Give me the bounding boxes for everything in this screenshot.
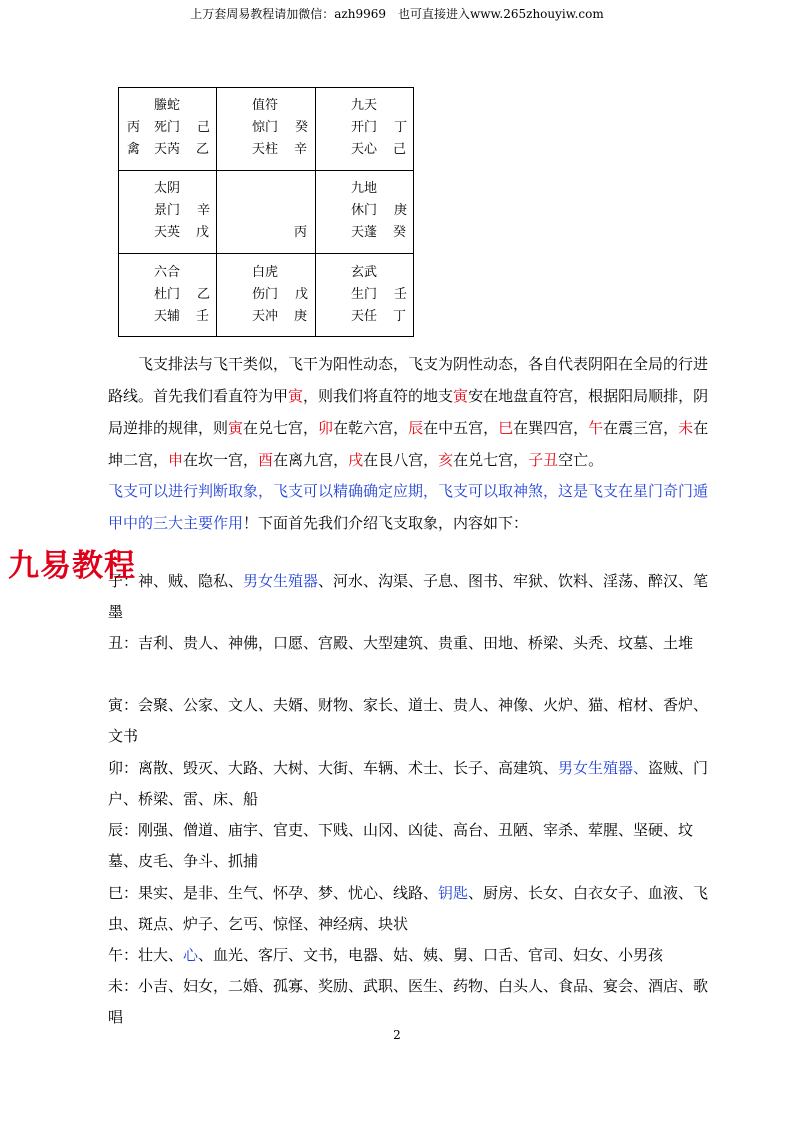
palace-row — [316, 95, 412, 117]
palace-row — [316, 306, 412, 328]
palace-cell — [217, 95, 313, 171]
palace-cell — [217, 178, 313, 254]
page-number: 2 — [393, 1028, 401, 1042]
star-name: 天心 — [351, 142, 378, 157]
earth-stem: 丁 — [393, 309, 407, 324]
deity-name: 螣蛇 — [154, 98, 181, 113]
deity-name: 玄武 — [351, 265, 378, 280]
palace-cell — [119, 95, 215, 171]
earth-stem: 壬 — [196, 309, 210, 324]
door-name: 生门 — [351, 287, 378, 302]
palace-row — [119, 284, 215, 306]
heaven-stem: 乙 — [197, 287, 211, 302]
door-name: 伤门 — [252, 287, 279, 302]
heaven-stem: 丁 — [394, 120, 408, 135]
palace-row — [217, 139, 313, 161]
page-header: 上万套周易教程请加微信：azh9969 也可直接进入www.265zhouyiw.com — [190, 7, 604, 21]
entry-zi: 子：神、贼、隐私、男女生殖器、河水、沟渠、子息、图书、牢狱、饮料、淫荡、醉汉、笔墨 — [108, 572, 709, 621]
heaven-stem: 庚 — [394, 203, 408, 218]
star-name: 天任 — [351, 309, 378, 324]
palace-row — [119, 139, 215, 161]
door-name: 惊门 — [252, 120, 279, 135]
heaven-stem: 己 — [197, 120, 211, 135]
earth-stem: 己 — [393, 142, 407, 157]
paragraph-flying-branch-method: 飞支排法与飞干类似，飞干为阳性动态，飞支为阴性动态，各自代表阴阳在全局的行进路线。首先我们看直符为甲寅，则我们将直符的地支寅安在地盘直符宫，根据阳局顺排，阴局逆排的规律，则寅在兑七宫，卯在乾六宫，辰在中五宫，巳在巽四宫，午在震三宫，未在坤二宫，申在坎一宫，酉在离九宫，戌在艮八宫，亥在兑七宫，子丑空亡。 — [108, 355, 709, 469]
palace-row — [119, 95, 215, 117]
palace-row — [217, 95, 313, 117]
entry-wei: 未：小吉、妇女，二婚、孤寡、奖励、武职、医生、药物、白头人、食品、宴会、酒店、歌唱 — [108, 977, 709, 1026]
palace-row — [217, 262, 313, 284]
deity-name: 值符 — [252, 98, 279, 113]
earth-stem: 辛 — [294, 142, 308, 157]
palace-cell — [119, 262, 215, 338]
palace-row — [119, 262, 215, 284]
earth-stem: 乙 — [196, 142, 210, 157]
star-marker: 禽 — [127, 142, 141, 157]
entry-wu: 午：壮大、心、血光、客厅、文书，电器、姑、姨、舅、口舌、官司、妇女、小男孩 — [108, 946, 664, 964]
palace-row — [119, 306, 215, 328]
earth-stem: 丙 — [294, 225, 308, 240]
entry-si: 巳：果实、是非、生气、怀孕、梦、忧心、线路、钥匙、厨房、长女、白衣女子、血液、飞虫、斑点、炉子、乞丐、惊怪、神经病、块状 — [108, 884, 709, 933]
palace-row — [217, 178, 313, 200]
palace-cell — [217, 262, 313, 338]
palace-row — [316, 139, 412, 161]
entry-yin: 寅：会聚、公家、文人、夫婿、财物、家长、道士、贵人、神像、火炉、猫、棺材、香炉、文书 — [108, 696, 709, 745]
palace-row — [316, 222, 412, 244]
palace-cell — [119, 178, 215, 254]
palace-row — [316, 262, 412, 284]
palace-cell — [316, 178, 412, 254]
entry-chou: 丑：吉利、贵人、神佛，口愿、宫殿、大型建筑、贵重、田地、桥梁、头秃、坟墓、土堆 — [108, 634, 694, 652]
palace-row — [316, 200, 412, 222]
palace-row — [119, 200, 215, 222]
palace-row — [217, 117, 313, 139]
star-name: 天蓬 — [351, 225, 378, 240]
palace-row — [316, 117, 412, 139]
palace-row — [119, 178, 215, 200]
palace-cell — [316, 262, 412, 338]
deity-name: 白虎 — [252, 265, 279, 280]
palace-row — [119, 222, 215, 244]
star-name: 天英 — [154, 225, 181, 240]
palace-row — [217, 284, 313, 306]
palace-row — [217, 200, 313, 222]
door-name: 景门 — [154, 203, 181, 218]
earth-stem: 癸 — [393, 225, 407, 240]
heaven-stem-marker: 丙 — [127, 120, 141, 135]
palace-cell — [316, 95, 412, 171]
palace-row — [217, 306, 313, 328]
watermark-logo: 九易教程 — [8, 548, 136, 584]
deity-name: 六合 — [154, 265, 181, 280]
palace-row — [119, 117, 215, 139]
door-name: 开门 — [351, 120, 378, 135]
palace-row — [316, 284, 412, 306]
paragraph-three-uses: 飞支可以进行判断取象，飞支可以精确确定应期，飞支可以取神煞，这是飞支在星门奇门遁甲中的三大主要作用！下面首先我们介绍飞支取象，内容如下： — [108, 482, 709, 532]
deity-name: 九天 — [351, 98, 378, 113]
entry-mao: 卯：离散、毁灭、大路、大树、大街、车辆、术士、长子、高建筑、男女生殖器、盗贼、门户、桥梁、雷、床、船 — [108, 759, 709, 808]
heaven-stem: 癸 — [295, 120, 309, 135]
door-name: 杜门 — [154, 287, 181, 302]
star-name: 天芮 — [154, 142, 181, 157]
palace-row — [316, 178, 412, 200]
deity-name: 太阴 — [154, 181, 181, 196]
star-name: 天冲 — [252, 309, 279, 324]
star-name: 天柱 — [252, 142, 279, 157]
palace-row — [217, 222, 313, 244]
door-name: 死门 — [154, 120, 181, 135]
heaven-stem: 壬 — [394, 287, 408, 302]
star-name: 天辅 — [154, 309, 181, 324]
door-name: 休门 — [351, 203, 378, 218]
entry-chen: 辰：刚强、僧道、庙宇、官吏、下贱、山冈、凶徒、高台、丑陋、宰杀、荤腥、坚硬、坟墓、皮毛、争斗、抓捕 — [108, 821, 694, 870]
heaven-stem: 戊 — [295, 287, 309, 302]
earth-stem: 庚 — [294, 309, 308, 324]
earth-stem: 戊 — [196, 225, 210, 240]
deity-name: 九地 — [351, 181, 378, 196]
heaven-stem: 辛 — [197, 203, 211, 218]
